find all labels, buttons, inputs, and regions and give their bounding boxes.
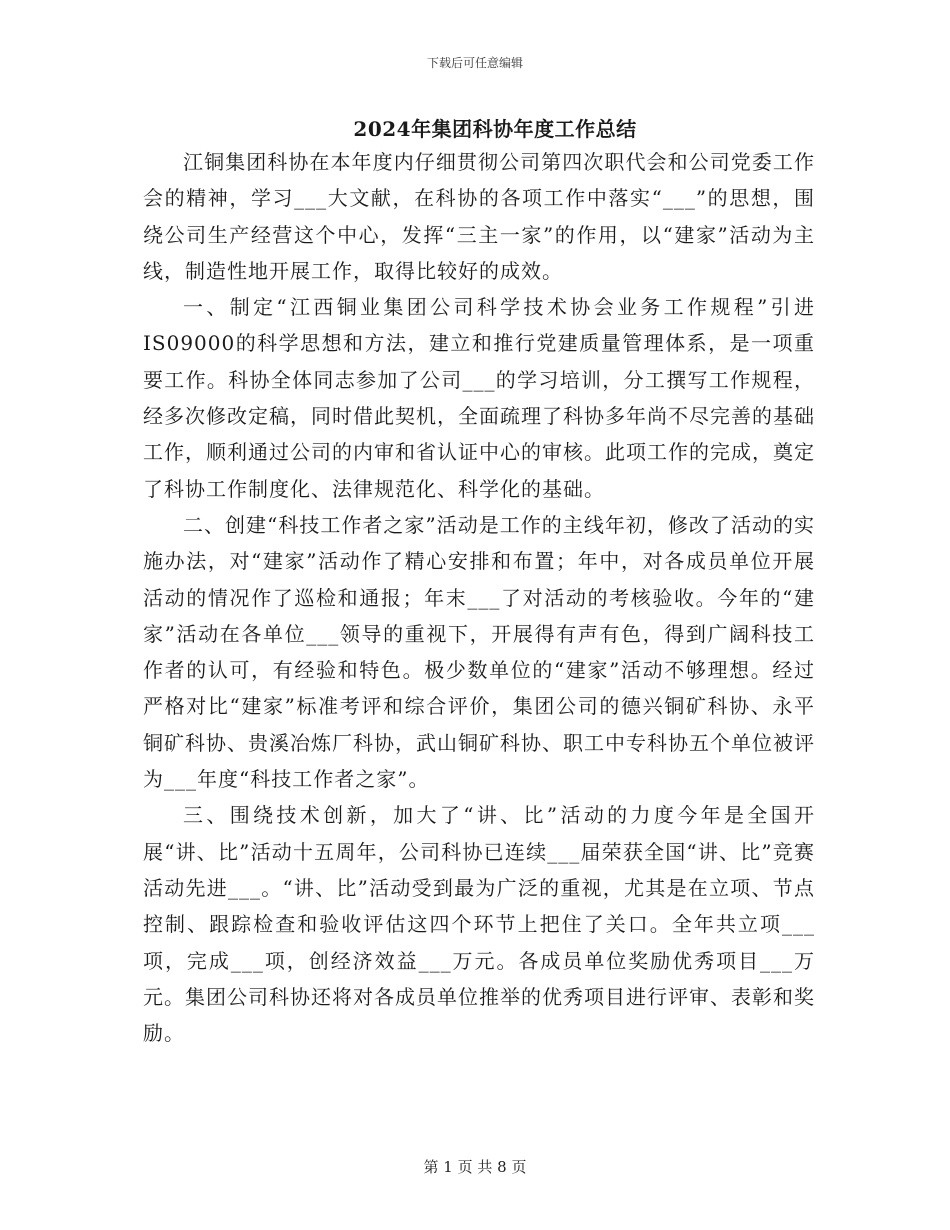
page-number: 第 1 页 共 8 页 — [423, 1158, 527, 1176]
document-title: 2024年集团科协年度工作总结 — [353, 117, 637, 141]
download-note: 下载后可任意编辑 — [426, 56, 523, 70]
paragraph-section-2: 二、创建“科技工作者之家”活动是工作的主线年初，修改了活动的实施办法，对“建家”活动作了精心安排和布置；年中，对各成员单位开展活动的情况作了巡检和通报；年末___了对活动的考核验收。今年的“建家”活动在各单位___领导的重视下，开展得有声有色，得到广阔科技工作者的认可，有经验和特色。极少数单位的“建家”活动不够理想。经过严格对比“建家”标准考评和综合评价，集团公司的德兴铜矿科协、永平铜矿科协、贵溪冶炼厂科协，武山铜矿科协、职工中专科协五个单位被评为___年度“科技工作者之家”。 — [143, 512, 815, 792]
paragraph-section-1: 一、制定“江西铜业集团公司科学技术协会业务工作规程”引进IS09000的科学思想和方法，建立和推行党建质量管理体系，是一项重要工作。科协全体同志参加了公司___的学习培训，分工撰写工作规程，经多次修改定稿，同时借此契机，全面疏理了科协多年尚不尽完善的基础工作，顺利通过公司的内审和省认证中心的审核。此项工作的完成，奠定了科协工作制度化、法律规范化、科学化的基础。 — [143, 295, 815, 501]
paragraph-section-3: 三、围绕技术创新，加大了“讲、比”活动的力度今年是全国开展“讲、比”活动十五周年，公司科协已连续___届荣获全国“讲、比”竞赛活动先进___。“讲、比”活动受到最为广泛的重视，尤其是在立项、节点控制、跟踪检查和验收评估这四个环节上把住了关口。全年共立项___项，完成___项，创经济效益___万元。各成员单位奖励优秀项目___万元。集团公司科协还将对各成员单位推举的优秀项目进行评审、表彰和奖励。 — [143, 803, 815, 1046]
paragraph-intro: 江铜集团科协在本年度内仔细贯彻公司第四次职代会和公司党委工作会的精神，学习___大文献，在科协的各项工作中落实“___”的思想，围绕公司生产经营这个中心，发挥“三主一家”的作用，以“建家”活动为主线，制造性地开展工作，取得比较好的成效。 — [143, 150, 815, 283]
document-body — [143, 144, 815, 1051]
